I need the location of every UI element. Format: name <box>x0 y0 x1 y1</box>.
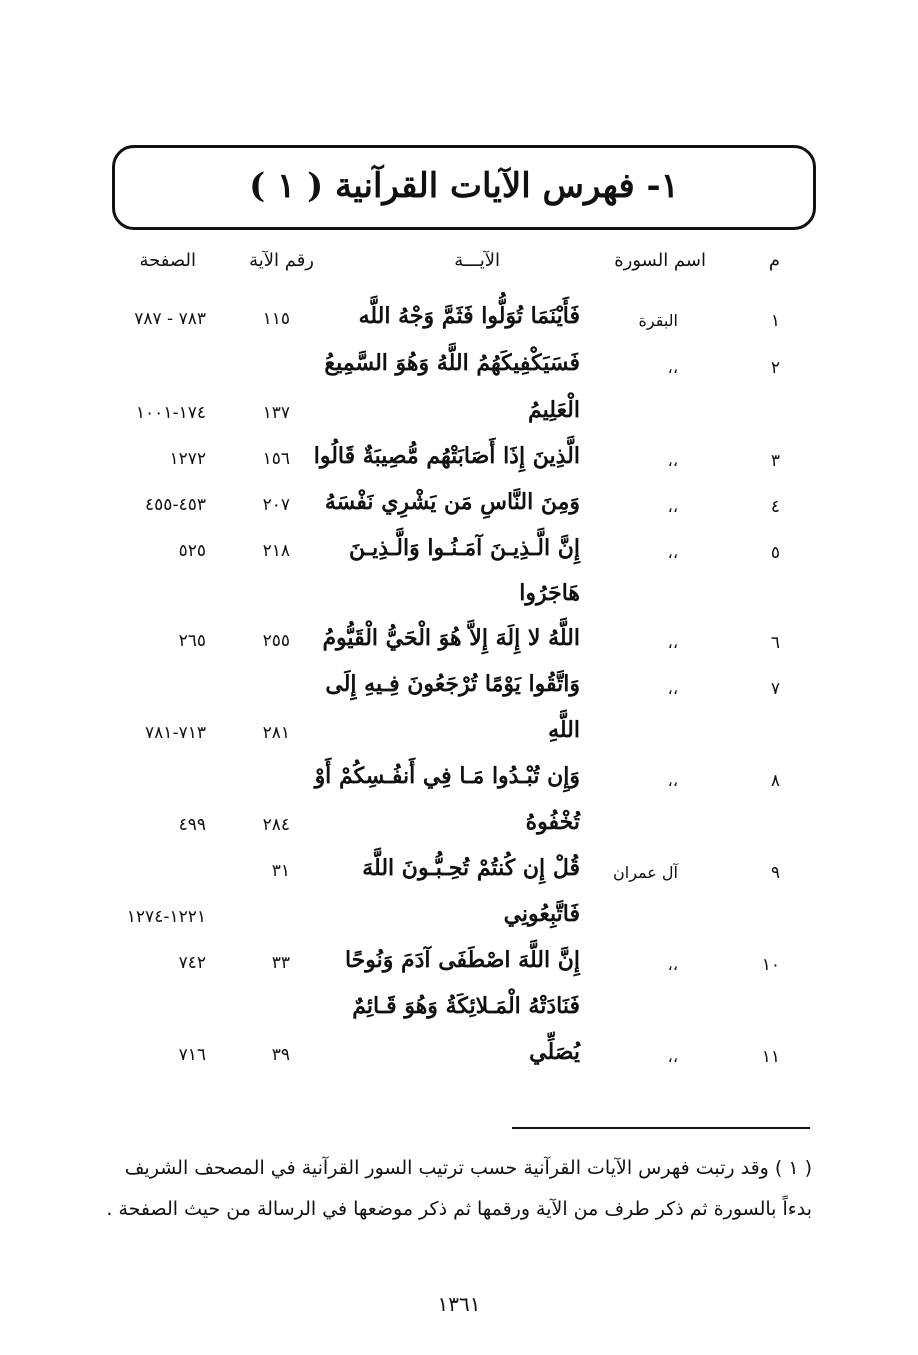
row-surah: ،، <box>667 497 678 516</box>
row-ayah-number: ٣١ <box>271 861 290 881</box>
index-title: ١- فهرس الآيات القرآنية ( ١ ) <box>249 166 679 206</box>
row-surah: ،، <box>667 358 678 377</box>
row-page: ١٢٢١-١٢٧٤ <box>126 907 206 927</box>
header-ayah: الآيـــة <box>454 250 500 271</box>
row-surah: ،، <box>667 543 678 562</box>
row-ayah-number: ٢٨١ <box>262 723 290 743</box>
row-ayah-text: فَنَادَتْهُ الْمَـلائِكَةُ وَهُوَ قَـائِمٌ <box>352 993 580 1019</box>
row-page: ٤٩٩ <box>178 815 206 835</box>
header-m: م <box>768 250 780 271</box>
row-ayah-text: وَاتَّقُوا يَوْمًا تُرْجَعُونَ فِـيهِ إِلَى <box>325 671 580 697</box>
row-index: ٦ <box>770 633 780 653</box>
row-index: ٣ <box>770 451 780 471</box>
header-surah: اسم السورة <box>614 250 706 271</box>
row-surah: البقرة <box>638 311 678 330</box>
row-ayah-text: هَاجَرُوا <box>519 580 580 606</box>
row-ayah-text: فَاتَّبِعُونِي <box>503 901 580 927</box>
row-index: ١١ <box>761 1047 780 1067</box>
row-index: ٢ <box>770 358 780 378</box>
row-ayah-number: ٢٠٧ <box>262 495 290 515</box>
row-surah: ،، <box>667 679 678 698</box>
row-index: ٥ <box>770 543 780 563</box>
row-page: ٤٥٣-٤٥٥ <box>145 495 206 515</box>
row-ayah-text: فَأَيْنَمَا تُوَلُّوا فَثَمَّ وَجْهُ اللَّه <box>358 303 580 329</box>
row-surah: ،، <box>667 955 678 974</box>
header-ayah-number: رقم الآية <box>249 250 314 271</box>
row-ayah-number: ٢٥٥ <box>262 631 290 651</box>
row-page: ٧١٣-٧٨١ <box>145 723 206 743</box>
row-ayah-number: ٢٨٤ <box>262 815 290 835</box>
row-ayah-text: تُخْفُوهُ <box>525 809 580 835</box>
row-page: ٧٨٣ - ٧٨٧ <box>134 309 206 329</box>
footnote: ( ١ ) وقد رتبت فهرس الآيات القرآنية حسب ترتيب السور القرآنية في المصحف الشريف بدءاً بالسورة ثم ذكر طرف من الآية ورقمها ثم ذكر موضعها في الرسالة من حيث الصفحة . <box>106 1157 812 1220</box>
row-ayah-text: وَإِن تُبْـدُوا مَـا فِي أَنفُـسِكُمْ أَوْ <box>314 763 580 789</box>
row-ayah-text: وَمِنَ النَّاسِ مَن يَشْرِي نَفْسَهُ <box>324 489 580 515</box>
row-ayah-text: فَسَيَكْفِيكَهُمُ اللَّهُ وَهُوَ السَّمِيعُ <box>324 350 580 376</box>
row-surah: ،، <box>667 1047 678 1066</box>
row-ayah-text: الْعَلِيمُ <box>528 397 580 423</box>
row-surah: آل عمران <box>613 863 678 882</box>
row-index: ٧ <box>770 679 780 699</box>
page-number: ١٣٦١ <box>437 1292 481 1316</box>
row-index: ٩ <box>770 863 780 883</box>
row-surah: ،، <box>667 771 678 790</box>
row-ayah-number: ١١٥ <box>262 309 290 329</box>
footnote-separator <box>512 1127 810 1129</box>
row-page: ٥٢٥ <box>178 541 206 561</box>
row-ayah-text: اللَّهِ <box>548 717 580 743</box>
row-page: ٧٤٢ <box>178 953 206 973</box>
row-surah: ،، <box>667 451 678 470</box>
row-ayah-number: ٣٣ <box>271 953 290 973</box>
row-ayah-text: الَّذِينَ إِذَا أَصَابَتْهُم مُّصِيبَةٌ قَالُوا <box>313 443 580 469</box>
row-page: ٧١٦ <box>178 1045 206 1065</box>
row-ayah-number: ١٣٧ <box>262 403 290 423</box>
row-index: ٨ <box>770 771 780 791</box>
row-ayah-number: ٣٩ <box>271 1045 290 1065</box>
title-box <box>112 145 816 230</box>
row-ayah-text: قُلْ إِن كُنتُمْ تُحِـبُّـونَ اللَّهَ <box>362 855 580 881</box>
row-page: ٢٦٥ <box>178 631 206 651</box>
row-ayah-text: إِنَّ اللَّهَ اصْطَفَى آدَمَ وَنُوحًا <box>344 947 580 973</box>
row-ayah-text: يُصَلِّي <box>529 1039 580 1065</box>
row-ayah-number: ٢١٨ <box>262 541 290 561</box>
row-surah: ،، <box>667 633 678 652</box>
row-page: ١٢٧٢ <box>169 449 206 469</box>
header-page: الصفحة <box>139 250 196 271</box>
row-page: ١٧٤-١٠٠١ <box>135 403 206 423</box>
row-index: ١ <box>770 311 780 331</box>
row-index: ١٠ <box>761 955 780 975</box>
row-ayah-text: إِنَّ الَّـذِيـنَ آمَـنُـوا وَالَّـذِيـنَ <box>348 535 580 561</box>
row-ayah-number: ١٥٦ <box>262 449 290 469</box>
row-index: ٤ <box>770 497 780 517</box>
row-ayah-text: اللَّهُ لا إِلَهَ إِلاَّ هُوَ الْحَيُّ الْقَيُّومُ <box>322 625 580 651</box>
